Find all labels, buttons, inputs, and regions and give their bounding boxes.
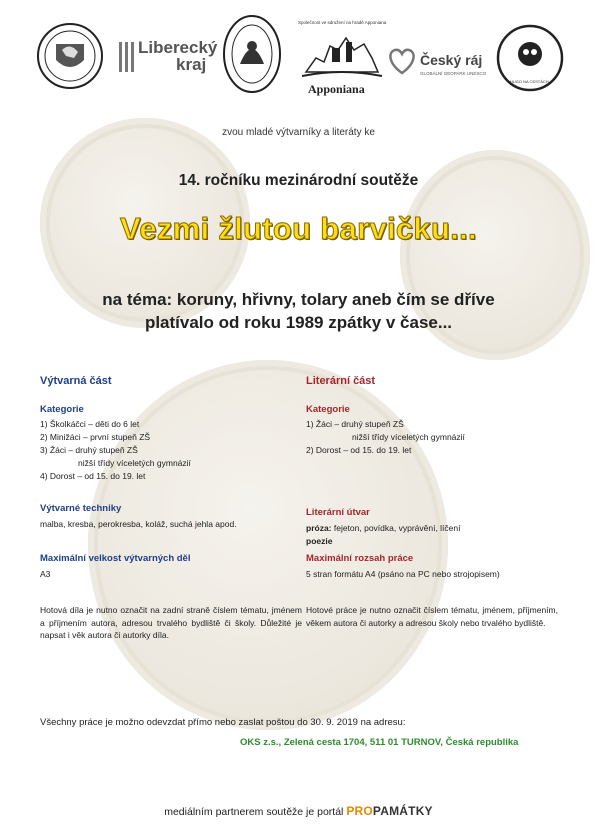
art-techniques: malba, kresba, perokresba, koláž, suchá jehla apod. xyxy=(40,519,237,529)
art-heading: Výtvarná část xyxy=(40,375,112,387)
competition-round: 14. ročníku mezinárodní soutěže xyxy=(178,172,419,189)
invite-line: zvou mladé výtvarníky a literáty ke xyxy=(222,127,375,138)
hugo-na-cestach-logo xyxy=(496,24,564,94)
art-techniques-heading: Výtvarné techniky xyxy=(40,503,122,514)
lit-form-prose xyxy=(306,522,461,535)
lit-category-item: 1) Žáci – druhý stupeň ZŠ xyxy=(306,419,404,429)
art-note: Hotová díla je nutno označit na zadní straně číslem tématu, jménem a příjmením autora, adresou trvalého bydliště či školy. Důležité je napsat i věk autora či autorky díla. xyxy=(40,605,302,640)
art-category-item: 2) Minižáci – první stupeň ZŠ xyxy=(40,432,151,442)
hugo-subtitle: HUGO NA CESTÁCH xyxy=(510,79,549,84)
lit-note: Hotové práce je nutno označit číslem tématu, jménem, příjmením, věkem autora či autorky a adresou školy nebo trvalého bydliště. xyxy=(306,605,558,628)
liberec-logo-line2: kraj xyxy=(176,55,207,74)
art-categories-heading: Kategorie xyxy=(40,404,84,415)
lit-length-heading: Maximální rozsah práce xyxy=(306,553,414,564)
art-category-item: 4) Dorost – od 15. do 19. let xyxy=(40,471,146,481)
art-category-item: 1) Školkáčci – děti do 6 let xyxy=(40,419,140,429)
partner-text: mediálním partnerem soutěže je portál xyxy=(164,806,344,818)
city-crest-logo xyxy=(36,22,104,90)
delivery-info: Všechny práce je možno odevzdat přímo nebo zaslat poštou do 30. 9. 2019 na adresu: xyxy=(40,717,406,728)
theme-line-1: na téma: koruny, hřivny, tolary aneb čím se dříve xyxy=(102,290,495,309)
lit-categories-heading: Kategorie xyxy=(306,404,350,415)
page-title: Vezmi žlutou barvičku... xyxy=(120,211,477,246)
art-size-heading: Maximální velkost výtvarných děl xyxy=(40,553,191,564)
heart-icon xyxy=(386,46,418,76)
lit-form-prose-list: fejeton, povídka, vyprávění, líčení xyxy=(331,523,461,533)
lit-form-label: próza: xyxy=(306,523,332,533)
art-category-item: 3) Žáci – druhý stupeň ZŠ xyxy=(40,445,138,455)
propamatky-brand-part2: PAMÁTKY xyxy=(372,804,433,818)
cesky-raj-logo xyxy=(386,44,496,84)
logo-strip xyxy=(36,20,566,100)
media-partner-line xyxy=(0,804,597,818)
cesky-raj-name: Český ráj xyxy=(420,52,483,68)
postal-address: OKS z.s., Zelená cesta 1704, 511 01 TURNOV, Česká republika xyxy=(240,737,519,748)
lit-form-poetry: poezie xyxy=(306,536,333,546)
ds-dorka-seal-logo xyxy=(222,14,282,94)
apponiana-small-text: Společnost ve sdružení na hradě Apponiana xyxy=(298,20,387,25)
art-size: A3 xyxy=(40,569,51,579)
art-category-item: nižší třídy víceletých gymnázií xyxy=(78,458,191,468)
liberecky-kraj-logo xyxy=(118,40,218,80)
apponiana-name: Apponiana xyxy=(308,82,365,96)
liberec-logo-line1: Liberecký xyxy=(138,38,218,57)
propamatky-brand-part1: PRO xyxy=(346,804,373,818)
lit-heading: Literární část xyxy=(306,375,376,387)
lit-category-item: 2) Dorost – od 15. do 19. let xyxy=(306,445,412,455)
cesky-raj-subtitle: GLOBÁLNÍ GEOPARK UNESCO xyxy=(420,71,487,76)
theme-line-2: platívalo od roku 1989 zpátky v čase... xyxy=(144,313,453,332)
theme-text xyxy=(0,288,597,334)
lit-length: 5 stran formátu A4 (psáno na PC nebo strojopisem) xyxy=(306,569,500,579)
lit-category-item: nižší třídy víceletých gymnázií xyxy=(352,432,465,442)
apponiana-logo xyxy=(298,20,388,100)
coin-watermark-center xyxy=(88,360,448,730)
lit-form-heading: Literární útvar xyxy=(306,507,370,518)
